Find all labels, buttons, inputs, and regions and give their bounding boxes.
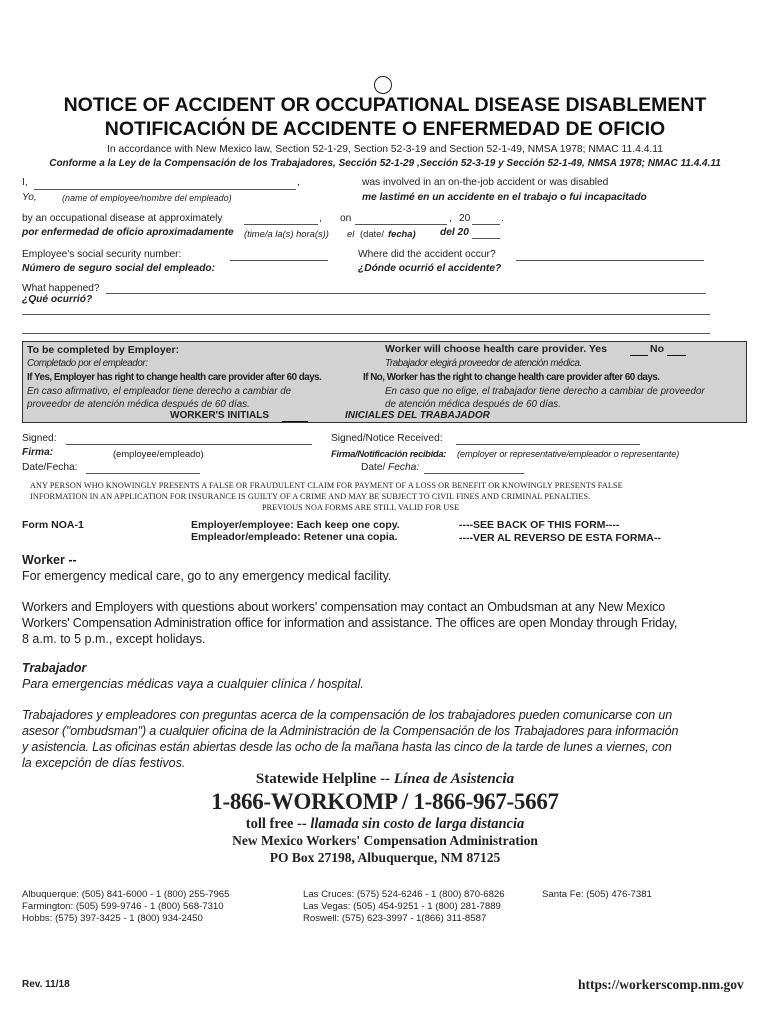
- form-id: Form NOA-1: [22, 519, 84, 531]
- employee-hint: (employee/empleado): [113, 448, 204, 459]
- title-spanish: NOTIFICACIÓN DE ACCIDENTE O ENFERMEDAD DE OFICIO: [104, 118, 666, 140]
- worker-choose-spanish: Trabajador elegirá proveedor de atención médica.: [385, 358, 582, 369]
- yes-text-spanish-2: proveedor de atención médica después de 60 días.: [27, 399, 250, 410]
- emergency-text-spanish: Para emergencias médicas vaya a cualquier clínica / hospital.: [22, 677, 364, 691]
- copy-note-spanish: Empleador/empleado: Retener una copia.: [191, 531, 398, 543]
- ombudsman-text-spanish-3: y asistencia. Las oficinas están abiertas desde las ocho de la mañana hasta las cinco de la tarde de lunes a viernes, con: [22, 740, 672, 754]
- office-entry: Albuquerque: (505) 841-6000 - 1 (800) 255-7965: [22, 889, 230, 900]
- copy-note-english: Employer/employee: Each keep one copy.: [191, 519, 400, 531]
- employee-date-field[interactable]: [86, 473, 200, 474]
- helpline-label-english: Statewide Helpline --: [255, 771, 391, 787]
- punch-hole-circle: [374, 76, 392, 94]
- agency-name: New Mexico Workers' Compensation Administration: [232, 833, 538, 848]
- toll-free-english: toll free --: [245, 816, 307, 832]
- what-happened-line-2[interactable]: [22, 314, 710, 315]
- signed-notice-label: Signed/Notice Received:: [331, 433, 443, 444]
- initials-field[interactable]: [282, 421, 308, 422]
- yes-text-english: If Yes, Employer has right to change health care provider after 60 days.: [27, 372, 322, 383]
- no-checkbox-field[interactable]: [667, 355, 686, 356]
- worker-heading: Worker --: [22, 553, 77, 567]
- helpline-label-spanish: Línea de Asistencia: [393, 771, 515, 787]
- representative-hint: (employer or representative/empleador o representante): [457, 448, 680, 459]
- initials-label-spanish: INICIALES DEL TRABAJADOR: [345, 410, 490, 421]
- employer-signature-field[interactable]: [456, 444, 640, 445]
- office-entry: Farmington: (505) 599-9746 - 1 (800) 568-7310: [22, 901, 224, 912]
- name-hint: (name of employee/nombre del empleado): [62, 193, 232, 203]
- employee-signature-field[interactable]: [66, 444, 312, 445]
- where-label-spanish: ¿Dónde ocurrió el accidente?: [358, 263, 502, 274]
- offices-column-3: [542, 889, 652, 901]
- ombudsman-text-spanish-4: la excepción de días festivos.: [22, 756, 186, 770]
- yes-checkbox-field[interactable]: [630, 355, 648, 356]
- no-text-spanish-1: En caso que no elige, el trabajador tiene derecho a cambiar de proveedor: [385, 386, 705, 397]
- helpline-phone: 1-866-WORKOMP / 1-866-967-5667: [211, 789, 559, 814]
- date-field[interactable]: [355, 224, 447, 225]
- year-prefix: 20: [459, 213, 471, 224]
- ssn-label-english: Employee's social security number:: [22, 249, 182, 260]
- yo-label: Yo,: [22, 192, 37, 203]
- fecha-hint: fecha): [388, 228, 416, 239]
- del-20-label: del 20: [440, 227, 469, 238]
- ombudsman-text-english-2: Workers' Compensation Administration office for information and assistance. The offices are open Monday through Friday,: [22, 616, 678, 630]
- firma-notif-label: Firma/Notificación recibida:: [331, 448, 447, 459]
- i-label: I,: [22, 177, 28, 188]
- disease-text-spanish: por enfermedad de oficio aproximadamente: [22, 227, 234, 238]
- previous-forms-note: PREVIOUS NOA FORMS ARE STILL VALID FOR USE: [262, 503, 460, 512]
- employer-date-field[interactable]: [424, 473, 524, 474]
- ombudsman-text-spanish-2: asesor ("ombudsman") a cualquier oficina de la Administración de la Compensación de los Trabajadores para información: [22, 724, 679, 738]
- what-label-english: What happened?: [22, 283, 100, 294]
- involved-text-spanish: me lastimé en un accidente en el trabajo o fui incapacitado: [362, 192, 647, 203]
- revision-label: Rev. 11/18: [22, 979, 70, 990]
- office-entry: Las Cruces: (575) 524-6246 - 1 (800) 870-6826: [303, 889, 505, 900]
- office-entry: Roswell: (575) 623-3997 - 1(866) 311-8587: [303, 913, 487, 924]
- where-label-english: Where did the accident occur?: [358, 249, 496, 260]
- title-english: NOTICE OF ACCIDENT OR OCCUPATIONAL DISEASE DISABLEMENT: [63, 94, 707, 116]
- worker-choose-english: Worker will choose health care provider. Yes: [385, 343, 607, 355]
- fraud-warning-line-1: ANY PERSON WHO KNOWINGLY PRESENTS A FALSE OR FRAUDULENT CLAIM FOR PAYMENT OF A LOSS OR BENEFIT OR KNOWINGLY PRESENTS FALSE: [30, 481, 623, 490]
- see-back-english: ----SEE BACK OF THIS FORM----: [459, 519, 620, 531]
- ssn-label-spanish: Número de seguro social del empleado:: [22, 263, 216, 274]
- year-field[interactable]: [472, 224, 500, 225]
- ombudsman-text-english-1: Workers and Employers with questions about workers' compensation may contact an Ombudsman at any New Mexico: [22, 600, 666, 614]
- employer-heading-english: To be completed by Employer:: [27, 344, 180, 356]
- time-hint: (time/a la(s) hora(s)): [244, 228, 329, 239]
- date-hint: (date/: [360, 228, 384, 239]
- law-reference-spanish: Conforme a la Ley de la Compensación de los Trabajadores, Sección 52-1-29 ,Sección 52-3-19 y Sección 52-1-49, NMSA 1978; NMAC 11.4.4.11: [49, 158, 721, 169]
- no-text-spanish-2: de atención médica después de 60 días.: [385, 399, 561, 410]
- what-happened-line-3[interactable]: [22, 333, 710, 334]
- el-label: el: [347, 228, 355, 239]
- fraud-warning-line-2: INFORMATION IN AN APPLICATION FOR INSURANCE IS GUILTY OF A CRIME AND MAY BE SUBJECT TO CIVIL FINES AND CRIMINAL PENALTIES.: [30, 492, 591, 501]
- no-label: No: [650, 343, 664, 355]
- website-link[interactable]: https://workerscomp.nm.gov: [578, 977, 744, 992]
- firma-label: Firma:: [22, 447, 54, 458]
- no-text-english: If No, Worker has the right to change health care provider after 60 days.: [363, 372, 660, 383]
- what-label-spanish: ¿Qué ocurrió?: [22, 294, 93, 305]
- year-field-underline-es: [472, 238, 500, 239]
- agency-address: PO Box 27198, Albuquerque, NM 87125: [269, 850, 501, 865]
- employer-heading-spanish: Completado por el empleador:: [27, 358, 148, 369]
- emergency-text-english: For emergency medical care, go to any emergency medical facility.: [22, 569, 392, 583]
- see-back-spanish: ----VER AL REVERSO DE ESTA FORMA--: [459, 532, 661, 544]
- office-entry: Hobbs: (575) 397-3425 - 1 (800) 934-2450: [22, 913, 203, 924]
- disease-text-english: by an occupational disease at approximately: [22, 213, 223, 224]
- law-reference-english: In accordance with New Mexico law, Section 52-1-29, Section 52-3-19 and Section 52-1-49, NMSA 1978; NMAC 11.4.4.11: [107, 144, 663, 155]
- toll-free-line: [0, 816, 770, 833]
- offices-column-1: [22, 889, 229, 925]
- employer-fecha-label: Fecha:: [388, 462, 420, 473]
- initials-label-english: WORKER'S INITIALS: [170, 410, 270, 421]
- toll-free-spanish: llamada sin costo de larga distancia: [310, 816, 525, 832]
- ombudsman-text-spanish-1: Trabajadores y empleadores con preguntas acerca de la compensación de los trabajadores pueden comunicarse con un: [22, 708, 673, 722]
- employee-name-field[interactable]: [34, 189, 296, 190]
- yes-text-spanish-1: En caso afirmativo, el empleador tiene derecho a cambiar de: [27, 386, 292, 397]
- time-field[interactable]: [244, 224, 318, 225]
- where-field[interactable]: [516, 260, 704, 261]
- ssn-field[interactable]: [230, 260, 328, 261]
- involved-text-english: was involved in an on-the-job accident or was disabled: [362, 177, 609, 188]
- on-label: on: [340, 213, 352, 224]
- employer-date-label: Date/: [361, 462, 386, 473]
- office-entry: Santa Fe: (505) 476-7381: [542, 889, 652, 900]
- offices-column-2: [303, 889, 505, 925]
- employee-date-label: Date/Fecha:: [22, 462, 78, 473]
- what-happened-field[interactable]: [106, 293, 706, 294]
- helpline-label: [0, 771, 770, 788]
- office-entry: Las Vegas: (505) 454-9251 - 1 (800) 281-7889: [303, 901, 501, 912]
- trabajador-heading: Trabajador: [22, 661, 87, 675]
- signed-label: Signed:: [22, 433, 57, 444]
- ombudsman-text-english-3: 8 a.m. to 5 p.m., except holidays.: [22, 632, 206, 646]
